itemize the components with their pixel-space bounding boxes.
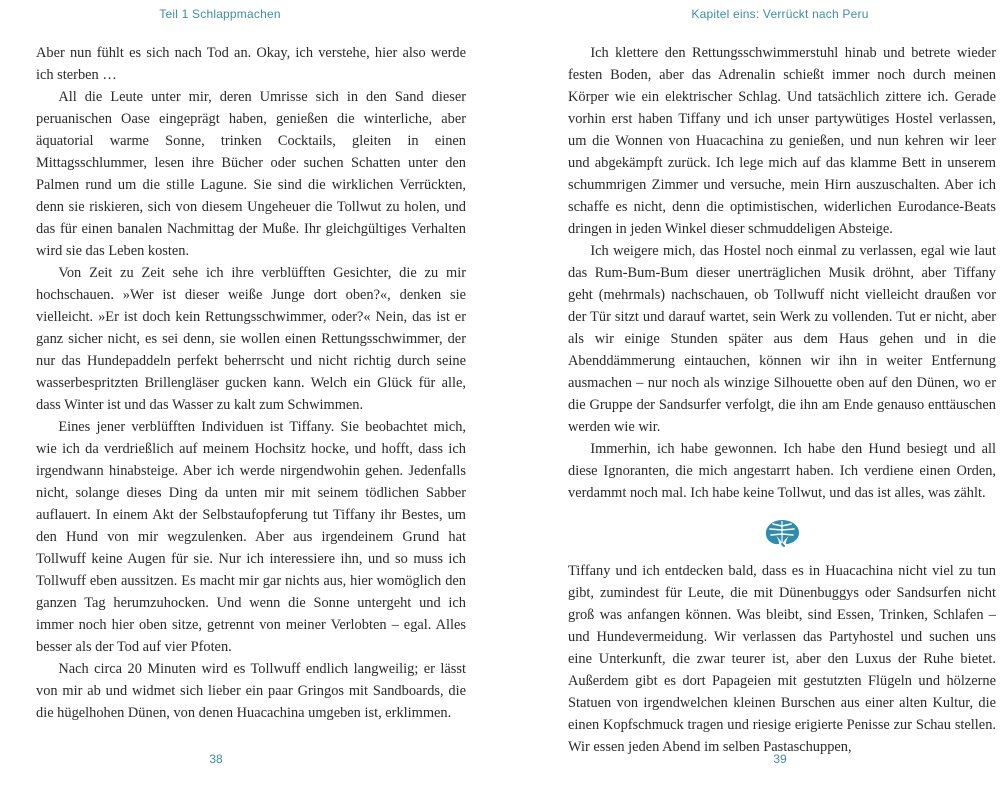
paragraph: All die Leute unter mir, deren Umrisse sich in den Sand dieser peruanischen Oase eingeprägt haben, genießen die winterliche, aber äquatorial warme Sonne, trinken Cocktails, gleiten in einen Mittagsschlummer, lesen ihre Bücher oder suchen Schatten unter den Palmen rund um die stille Lagune. Sie sind die wirklichen Verrückten, denn sie riskieren, sich von diesem Ungeheuer die Tollwut zu holen, und das für einen banalen Nachmittag der Muße. Ihr gleichgültiges Verhalten wird sie das Leben kosten. <box>36 89 466 259</box>
paragraph: Aber nun fühlt es sich nach Tod an. Okay, ich verstehe, hier also werde ich sterben … <box>36 45 466 83</box>
right-text-block <box>568 42 996 758</box>
running-head-left: Teil 1 Schlappmachen <box>159 7 281 21</box>
paragraph: Nach circa 20 Minuten wird es Tollwuff endlich langweilig; er lässt von mir ab und widmet sich lieber ein paar Gringos mit Sandboards, die die hügelhohen Dünen, von denen Huacachina umgeben ist, erklimmen. <box>36 661 466 721</box>
paragraph: Tiffany und ich entdecken bald, dass es in Huacachina nicht viel zu tun gibt, zumindest für Leute, die mit Dünenbuggys oder Sandsurfen nicht groß was anfangen können. Was bleibt, sind Essen, Trinken, Schlafen – und Hundevermeidung. Wir verlassen das Partyhostel und suchen uns eine Unterkunft, die zwar teurer ist, aber den Luxus der Ruhe bietet. Außerdem gibt es dort Papageien mit gestutzten Flügeln und hölzerne Statuen von irgendwelchen kleinen Burschen aus einer alten Kultur, die einen Kopfschmuck tragen und riesige erigierte Penisse zur Schau stellen. Wir essen jeden Abend im selben Pastaschuppen, <box>568 563 996 755</box>
left-text-block <box>36 42 466 724</box>
paragraph: Ich klettere den Rettungsschwimmerstuhl hinab und betrete wieder festen Boden, aber das Adrenalin schießt immer noch durch meinen Körper wie ein elektrischer Schlag. Und tatsächlich zittere ich. Gerade vorhin erst haben Tiffany und ich unser partywütiges Hostel verlassen, um die Wonnen von Huacachina zu genießen, und nun kehren wir leer und abgekämpft zurück. Ich lege mich auf das klamme Bett in unserem schummrigen Zimmer und versuche, mein Hirn auszuschalten. Aber ich schaffe es nicht, denn die optimistischen, widerlichen Eurodance-Beats dringen in jeden Winkel dieser schmuddeligen Absteige. <box>568 45 996 237</box>
section-break-ornament <box>568 504 996 560</box>
page-number-left: 38 <box>209 752 223 766</box>
paragraph: Eines jener verblüfften Individuen ist Tiffany. Sie beobachtet mich, wie ich da verdrießlich auf meinem Hochsitz hocke, und hofft, dass ich irgendwann hinabsteige. Aber ich werde nirgendwohin gehen. Jedenfalls nicht, solange dieses Ding da unten mir mit seinem tödlichen Sabber auflauert. In einem Akt der Selbstaufopferung tut Tiffany ihr Bestes, um den Hund von mir wegzulenken. Aber aus irgendeinem Grund hat Tollwuff keine Augen für sie. Nur ich interessiere ihn, und so muss ich Tollwuff eben aussitzen. Es macht mir gar nichts aus, hier womöglich den ganzen Tag herumzuhocken. Und wenn die Sonne untergeht und ich immer noch hier oben sitze, getrennt von meiner Verlobten – egal. Alles besser als der Tod auf vier Pfoten. <box>36 419 466 655</box>
right-page <box>500 0 1000 800</box>
running-head-right: Kapitel eins: Verrückt nach Peru <box>691 7 869 21</box>
monstera-leaf-icon <box>762 517 802 547</box>
paragraph: Immerhin, ich habe gewonnen. Ich habe den Hund besiegt und all diese Ignoranten, die mich angestarrt haben. Ich verdiene einen Orden, verdammt noch mal. Ich habe keine Tollwut, und das ist alles, was zählt. <box>568 441 996 501</box>
paragraph: Von Zeit zu Zeit sehe ich ihre verblüfften Gesichter, die zu mir hochschauen. »Wer ist dieser weiße Junge dort oben?«, denken sie vielleicht. »Er ist doch kein Rettungsschwimmer, oder?« Nein, das ist er ganz sicher nicht, es sei denn, sie wollen einen Rettungsschwimmer, der nur das Hundepaddeln perfekt beherrscht und nicht richtig durch seine wasserbespritzten Brillengläser gucken kann. Welch ein Glück für alle, dass Winter ist und das Wasser zu kalt zum Schwimmen. <box>36 265 466 413</box>
paragraph: Ich weigere mich, das Hostel noch einmal zu verlassen, egal wie laut das Rum-Bum-Bum dieser unerträglichen Musik dröhnt, aber Tiffany geht (mehrmals) nachschauen, ob Tollwuff nicht vielleicht draußen vor der Tür sitzt und darauf wartet, sein Werk zu vollenden. Tut er nicht, aber als wir einige Stunden später aus dem Haus gehen und in die Abenddämmerung eintauchen, können wir ihn in weiter Entfernung ausmachen – nur noch als winzige Silhouette oben auf den Dünen, wo er die Gruppe der Sandsurfer verfolgt, die ihn am Ende genauso enttäuschen werden wie wir. <box>568 243 996 435</box>
page-number-right: 39 <box>773 752 787 766</box>
